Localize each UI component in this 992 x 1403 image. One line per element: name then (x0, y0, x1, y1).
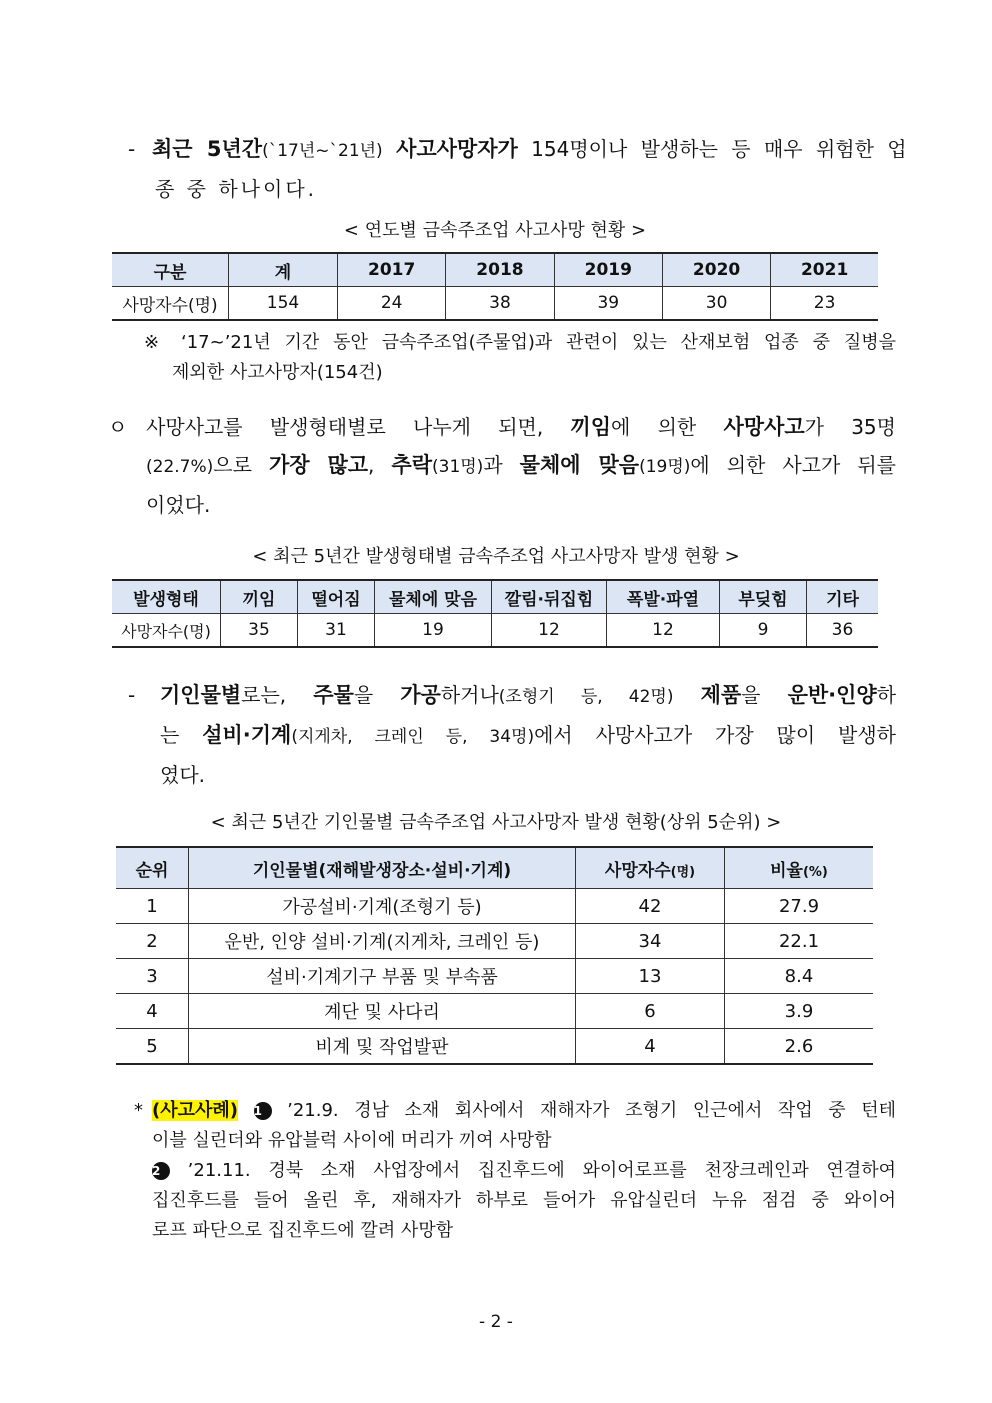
table-row (112, 614, 878, 648)
object-cell: 운반, 인양 설비·기계(지게차, 크레인 등) (189, 924, 576, 959)
ratio-cell: 2.6 (725, 1029, 874, 1065)
header-cell: 2020 (662, 253, 770, 287)
header-cell: 폭발·파열 (607, 580, 720, 614)
table-header-row (112, 580, 878, 614)
table-header-row (112, 253, 878, 287)
ratio-cell: 8.4 (725, 959, 874, 994)
table-cell: 35 (221, 614, 298, 648)
table-cell: 39 (554, 287, 662, 321)
header-cell: 계 (229, 253, 338, 287)
table-cell: 36 (807, 614, 879, 648)
table-row (116, 959, 873, 994)
object-cell: 비계 및 작업발판 (189, 1029, 576, 1065)
table-3-caption: < 최근 5년간 기인물별 금속주조업 사고사망자 발생 현황(상위 5순위) > (210, 812, 782, 833)
table-cell: 24 (338, 287, 446, 321)
header-cell: 비율(%) (725, 847, 874, 889)
table-cell: 31 (298, 614, 375, 648)
number-2-icon: 2 (152, 1162, 170, 1180)
header-cell: 부딪힘 (720, 580, 807, 614)
count-cell: 42 (576, 889, 725, 924)
header-cell: 순위 (116, 847, 189, 889)
rank-cell: 3 (116, 959, 189, 994)
object-cell: 계단 및 사다리 (189, 994, 576, 1029)
table-row (116, 994, 873, 1029)
header-cell: 기타 (807, 580, 879, 614)
header-cell: 발생형태 (112, 580, 221, 614)
header-cell: 구분 (112, 253, 229, 287)
table-cell: 23 (771, 287, 878, 321)
ratio-cell: 27.9 (725, 889, 874, 924)
table-row (116, 1029, 873, 1065)
header-cell: 2018 (446, 253, 554, 287)
count-cell: 4 (576, 1029, 725, 1065)
paragraph-3: 기인물별로는, 주물을 가공하거나(조형기 등, 42명) 제품을 운반·인양하 는 설비·기계(지게차, 크레인 등, 34명)에서 사망사고가 가장 많이 발생하 였다. (160, 683, 897, 787)
paragraph-1 (152, 130, 907, 208)
dash-marker-1: - (128, 137, 136, 161)
table-cell: 154 (229, 287, 338, 321)
paragraph-1-line-2: 종 중 하나이다. (155, 177, 317, 201)
object-cell: 설비·기계기구 부품 및 부속품 (189, 959, 576, 994)
asterisk-marker: * (134, 1100, 143, 1121)
paragraph-1-line-1: 최근 5년간(`17년~`21년) 사고사망자가 154명이나 발생하는 등 매우 위험한 업 (152, 137, 907, 161)
table-1-note: ※ ‘17~’21년 기간 동안 금속주조업(주물업)과 관련이 있는 산재보험 업종 중 질병을 제외한 사고사망자(154건) (144, 332, 896, 383)
accident-cases: (사고사례) 1 ’21.9. 경남 소재 회사에서 재해자가 조형기 인근에서 작업 중 턴테 이블 실린더와 유압블럭 사이에 머리가 끼여 사망함 2 ’21.11. 경북 소재 사업장에서 집진후드에 와이어로프를 천장크레인과 연결하여 집진후드를 들어 올린 후, 재해자가 하부로 들어가 유압실린더 누유 점검 중 와이어 로프 파단으로 집진후드에 깔려 사망함 (152, 1100, 896, 1241)
rank-cell: 1 (116, 889, 189, 924)
header-cell: 2019 (554, 253, 662, 287)
table-row (116, 889, 873, 924)
table-2-caption: < 최근 5년간 발생형태별 금속주조업 사고사망자 발생 현황 > (252, 546, 740, 567)
count-cell: 34 (576, 924, 725, 959)
count-cell: 13 (576, 959, 725, 994)
table-header-row (116, 847, 873, 889)
header-cell: 물체에 맞음 (375, 580, 492, 614)
ratio-cell: 22.1 (725, 924, 874, 959)
paragraph-2: 사망사고를 발생형태별로 나누게 되면, 끼임에 의한 사망사고가 35명 (22.7%)으로 가장 많고, 추락(31명)과 물체에 맞음(19명)에 의한 사고가 뒤를 이었다. (146, 415, 896, 517)
header-cell: 2017 (338, 253, 446, 287)
table-cell: 30 (662, 287, 770, 321)
case-label: (사고사례) (152, 1100, 239, 1121)
header-cell: 사망자수(명) (576, 847, 725, 889)
page-number: - 2 - (479, 1312, 513, 1332)
table-cell: 사망자수(명) (112, 287, 229, 321)
table-cell: 9 (720, 614, 807, 648)
table-cell: 38 (446, 287, 554, 321)
count-cell: 6 (576, 994, 725, 1029)
table-1-caption: < 연도별 금속주조업 사고사망 현황 > (343, 220, 647, 241)
table-cell: 19 (375, 614, 492, 648)
table-cell: 사망자수(명) (112, 614, 221, 648)
circle-marker: ㅇ (108, 415, 128, 439)
rank-cell: 2 (116, 924, 189, 959)
header-cell: 2021 (771, 253, 878, 287)
table-row (116, 924, 873, 959)
header-cell: 끼임 (221, 580, 298, 614)
object-cell: 가공설비·기계(조형기 등) (189, 889, 576, 924)
accident-type-table (112, 579, 878, 648)
table-cell: 12 (607, 614, 720, 648)
ratio-cell: 3.9 (725, 994, 874, 1029)
rank-cell: 5 (116, 1029, 189, 1065)
dash-marker-2: - (128, 683, 136, 707)
table-row (112, 287, 878, 321)
yearly-fatality-table (112, 252, 878, 321)
header-cell: 떨어짐 (298, 580, 375, 614)
causal-object-table (116, 846, 873, 1065)
header-cell: 기인물별(재해발생장소·설비·기계) (189, 847, 576, 889)
number-1-icon: 1 (254, 1102, 272, 1120)
table-cell: 12 (492, 614, 607, 648)
header-cell: 깔림·뒤집힘 (492, 580, 607, 614)
rank-cell: 4 (116, 994, 189, 1029)
